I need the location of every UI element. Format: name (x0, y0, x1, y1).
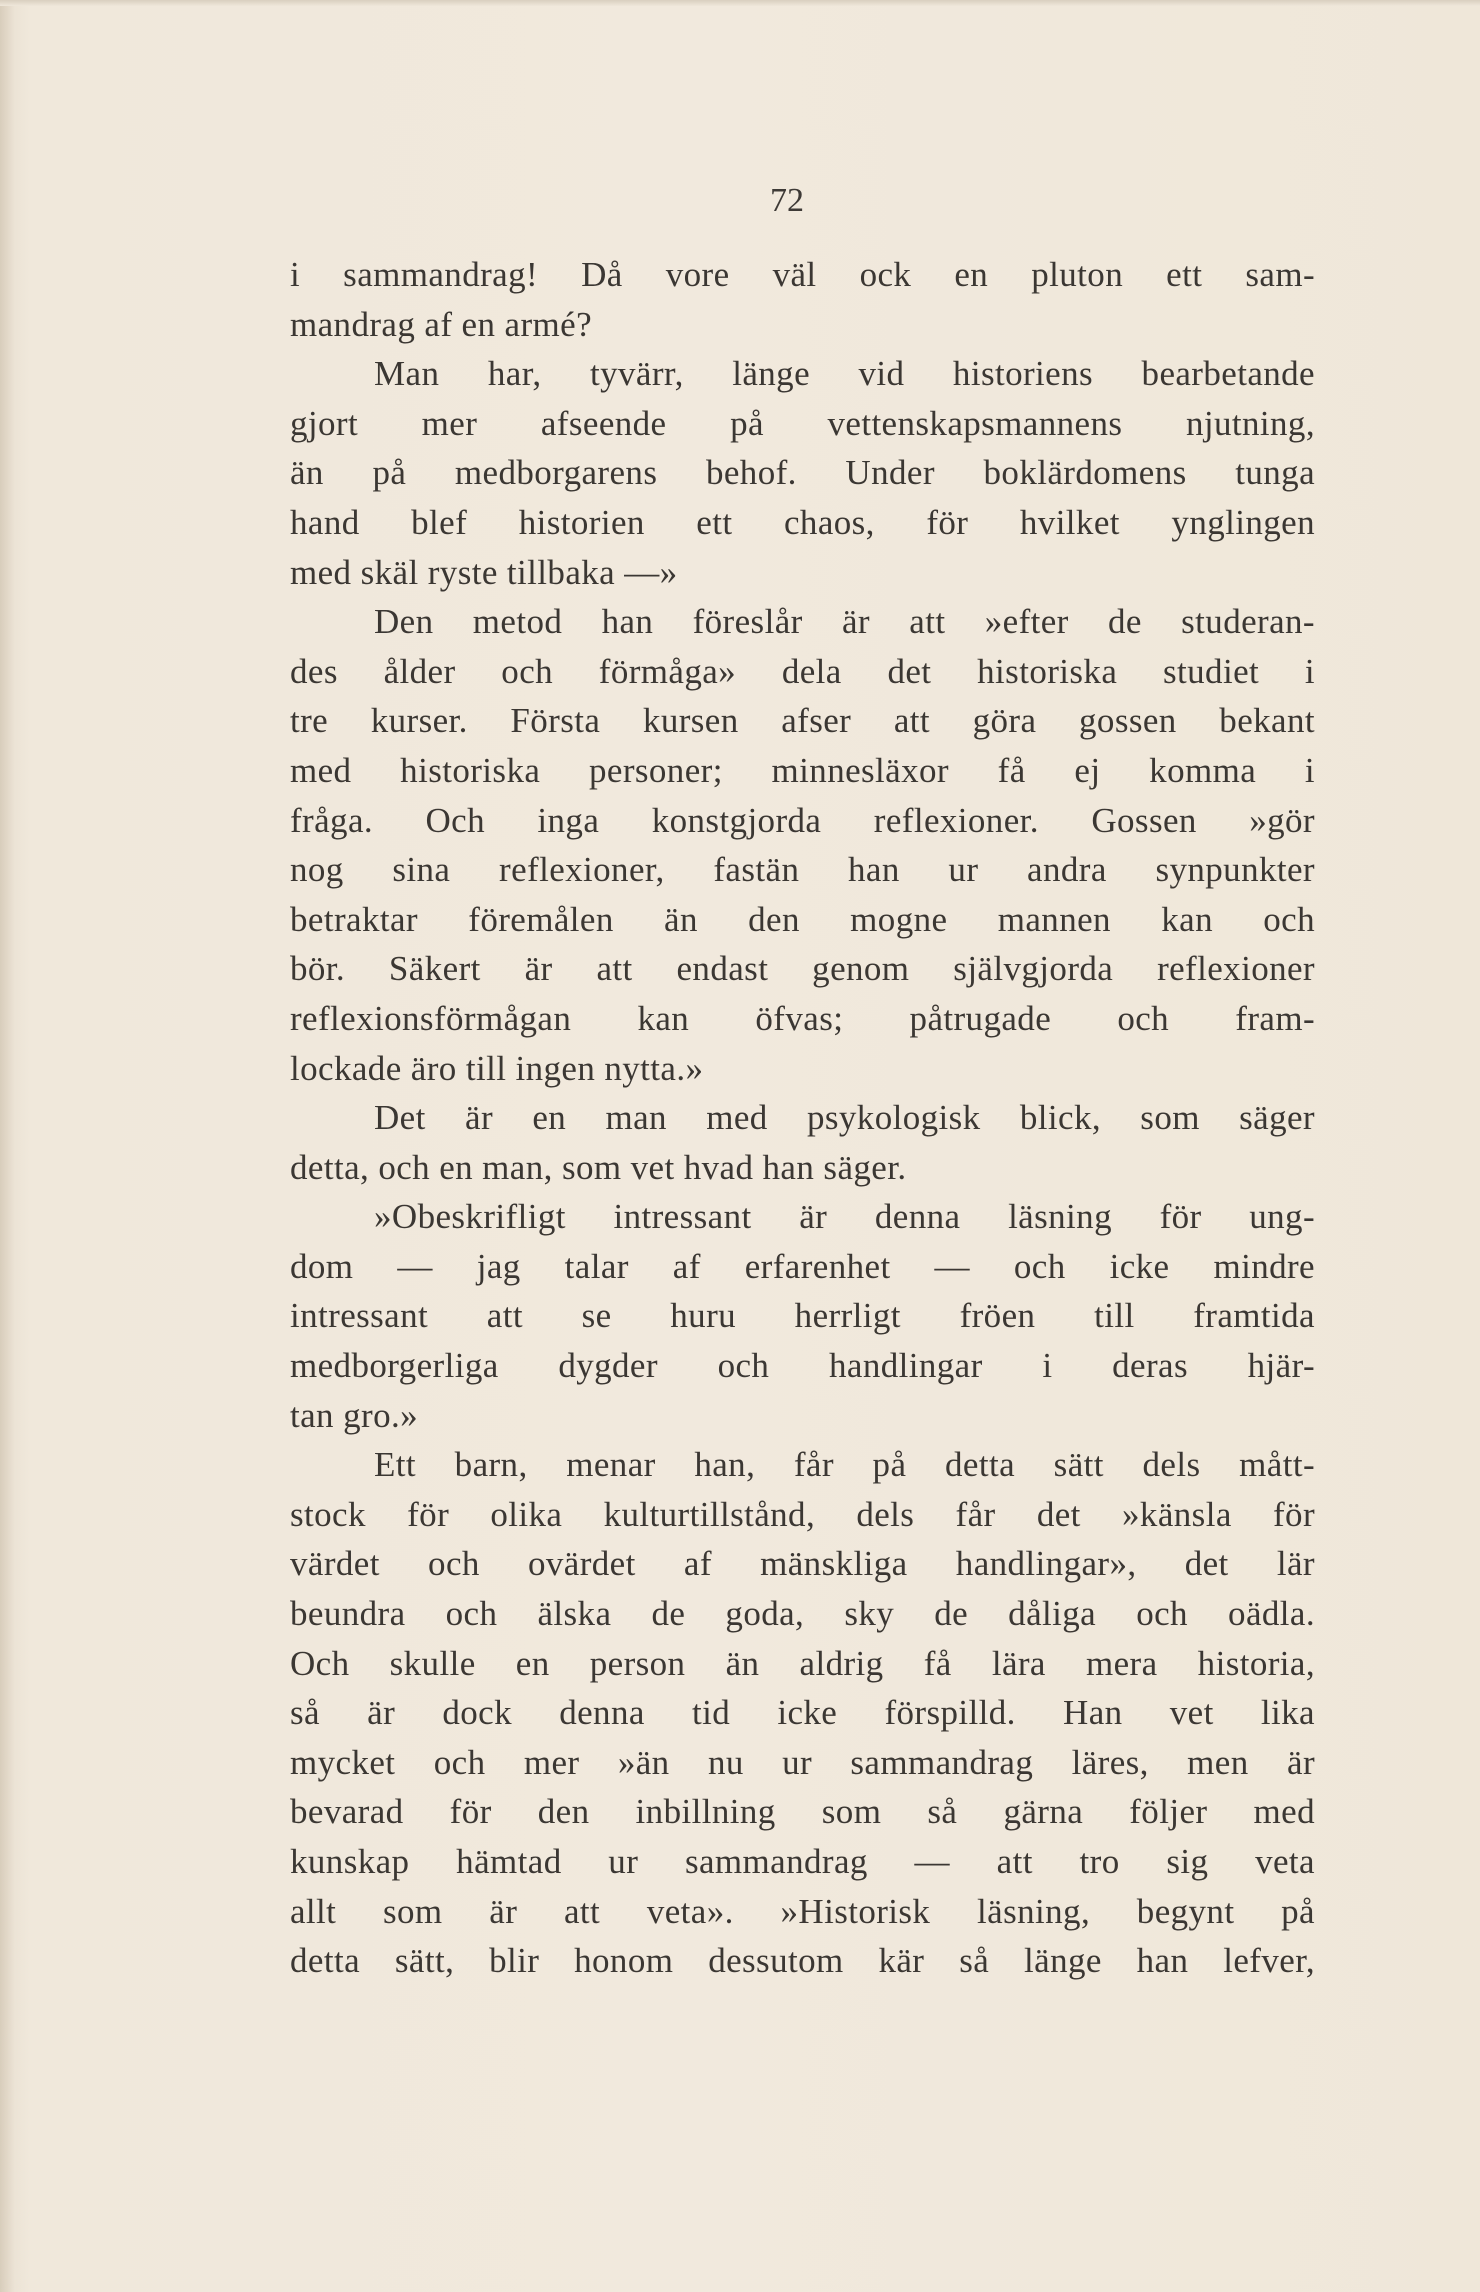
text-line: stock för olika kulturtillstånd, dels får det »känsla för (290, 1494, 1315, 1534)
text-line: hand blef historien ett chaos, för hvilket ynglingen (290, 502, 1315, 542)
text-line: tan gro.» (290, 1395, 419, 1435)
text-line: Ett barn, menar han, får på detta sätt dels mått- (374, 1445, 1315, 1485)
text-line: tre kurser. Första kursen afser att göra gossen bekant (290, 701, 1315, 741)
text-line: i sammandrag! Då vore väl ock en pluton ett sam- (290, 255, 1315, 294)
body-text (290, 250, 1315, 1986)
text-line: lockade äro till ingen nytta.» (290, 1048, 704, 1088)
text-line: gjort mer afseende på vettenskapsmannens njutning, (290, 403, 1315, 443)
text-line: Den metod han föreslår är att »efter de studeran- (374, 602, 1315, 642)
text-line: Det är en man med psykologisk blick, som säger (374, 1098, 1315, 1138)
text-line: värdet och ovärdet af mänskliga handlingar», det lär (290, 1544, 1315, 1584)
text-line: mandrag af en armé? (290, 304, 593, 344)
text-line: bevarad för den inbillning som så gärna följer med (290, 1792, 1315, 1832)
text-line: beundra och älska de goda, sky de dåliga och oädla. (290, 1594, 1315, 1634)
text-line: mycket och mer »än nu ur sammandrag läres, men är (290, 1742, 1315, 1782)
text-line: med skäl ryste tillbaka —» (290, 552, 678, 592)
text-line: detta, och en man, som vet hvad han säger. (290, 1147, 907, 1187)
text-line: så är dock denna tid icke förspilld. Han vet lika (290, 1693, 1315, 1733)
page-number: 72 (770, 182, 804, 219)
text-line: intressant att se huru herrligt fröen till framtida (290, 1296, 1315, 1336)
text-line: »Obeskrifligt intressant är denna läsning för ung- (374, 1197, 1315, 1237)
text-line: fråga. Och inga konstgjorda reflexioner. Gossen »gör (290, 800, 1315, 840)
text-line: kunskap hämtad ur sammandrag — att tro sig veta (290, 1842, 1315, 1881)
text-line: än på medborgarens behof. Under boklärdomens tunga (290, 453, 1315, 493)
text-line: detta sätt, blir honom dessutom kär så länge han lefver, (290, 1941, 1315, 1981)
text-line: betraktar föremålen än den mogne mannen kan och (290, 899, 1315, 939)
text-line: medborgerliga dygder och handlingar i deras hjär- (290, 1346, 1315, 1386)
page-top-edge (0, 0, 1480, 6)
text-line: med historiska personer; minnesläxor få ej komma i (290, 750, 1315, 790)
text-line: bör. Säkert är att endast genom självgjorda reflexioner (290, 949, 1315, 989)
text-line: des ålder och förmåga» dela det historiska studiet i (290, 651, 1315, 691)
text-line: allt som är att veta». »Historisk läsning, begynt på (290, 1891, 1315, 1931)
text-line: dom — jag talar af erfarenhet — och icke mindre (290, 1246, 1315, 1286)
text-line: reflexionsförmågan kan öfvas; påtrugade och fram- (290, 998, 1315, 1038)
text-line: Och skulle en person än aldrig få lära mera historia, (290, 1643, 1315, 1683)
page-left-edge (0, 0, 14, 2292)
text-line: nog sina reflexioner, fastän han ur andra synpunkter (290, 850, 1315, 890)
text-line: Man har, tyvärr, länge vid historiens bearbetande (374, 354, 1315, 394)
